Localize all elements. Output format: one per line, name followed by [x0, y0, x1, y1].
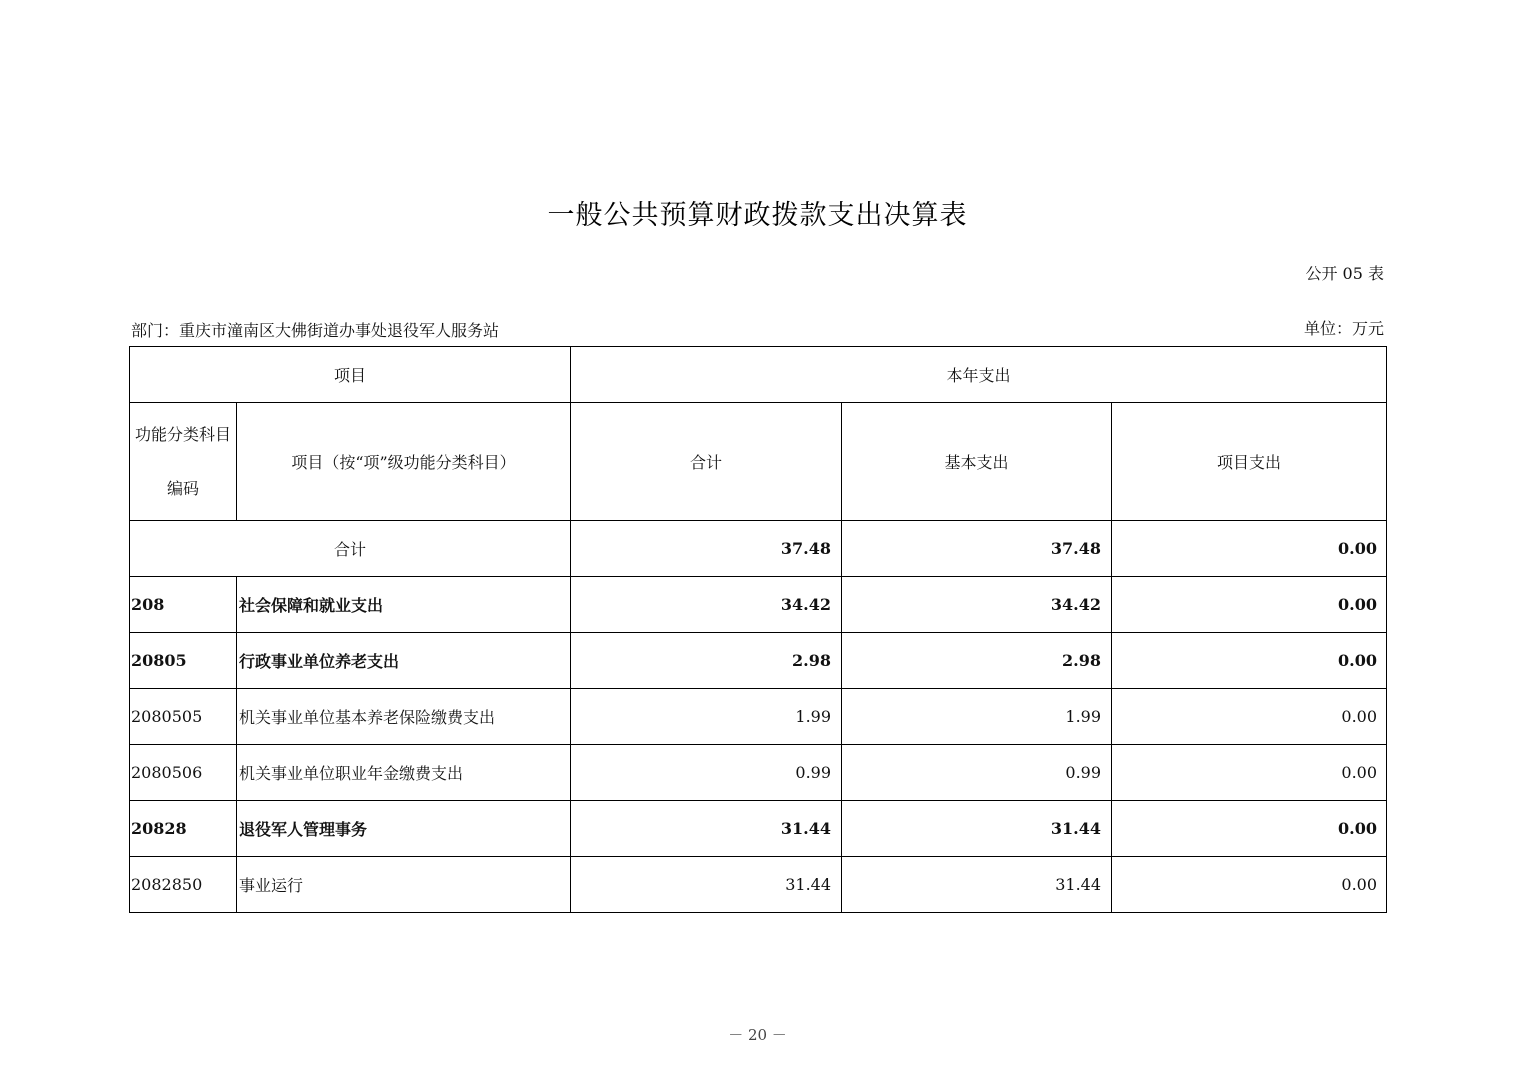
row-basic: 2.98: [842, 633, 1112, 689]
total-project: 0.00: [1112, 521, 1387, 577]
total-basic: 37.48: [842, 521, 1112, 577]
row-total: 1.99: [571, 689, 842, 745]
row-project: 0.00: [1112, 633, 1387, 689]
row-project: 0.00: [1112, 577, 1387, 633]
row-name: 社会保障和就业支出: [237, 577, 571, 633]
row-project: 0.00: [1112, 857, 1387, 913]
budget-table: [129, 346, 1387, 913]
row-total: 34.42: [571, 577, 842, 633]
unit-label: 单位：万元: [1303, 319, 1384, 338]
department-label: 部门：重庆市潼南区大佛街道办事处退役军人服务站: [131, 321, 500, 340]
table-row: [130, 633, 1387, 689]
table-row: [130, 857, 1387, 913]
row-total: 0.99: [571, 745, 842, 801]
document-title: 一般公共预算财政拨款支出决算表: [547, 200, 968, 231]
header-row-sub: [130, 403, 1387, 521]
row-name: 退役军人管理事务: [237, 801, 571, 857]
row-name: 行政事业单位养老支出: [237, 633, 571, 689]
table-row: [130, 577, 1387, 633]
row-name: 事业运行: [237, 857, 571, 913]
row-project: 0.00: [1112, 801, 1387, 857]
row-basic: 31.44: [842, 857, 1112, 913]
row-basic: 34.42: [842, 577, 1112, 633]
row-total: 31.44: [571, 801, 842, 857]
header-item: 项目: [130, 347, 571, 403]
header-basic: 基本支出: [842, 403, 1112, 521]
total-total: 37.48: [571, 521, 842, 577]
header-name: 项目（按“项”级功能分类科目）: [237, 403, 571, 521]
row-name: 机关事业单位职业年金缴费支出: [237, 745, 571, 801]
row-code: 2080505: [130, 689, 237, 745]
header-current-year-expense: 本年支出: [571, 347, 1387, 403]
row-total: 31.44: [571, 857, 842, 913]
row-project: 0.00: [1112, 689, 1387, 745]
table-row: [130, 745, 1387, 801]
row-code: 2082850: [130, 857, 237, 913]
row-code: 20828: [130, 801, 237, 857]
row-code: 2080506: [130, 745, 237, 801]
row-code: 20805: [130, 633, 237, 689]
row-basic: 1.99: [842, 689, 1112, 745]
table-row: [130, 801, 1387, 857]
page-number: － 20 －: [728, 1026, 787, 1044]
header-total: 合计: [571, 403, 842, 521]
form-code: 公开 05 表: [1305, 264, 1384, 283]
header-code: [130, 403, 237, 521]
header-code-label: 功能分类科目编码: [134, 424, 231, 498]
row-project: 0.00: [1112, 745, 1387, 801]
row-basic: 0.99: [842, 745, 1112, 801]
total-row: [130, 521, 1387, 577]
row-total: 2.98: [571, 633, 842, 689]
row-name: 机关事业单位基本养老保险缴费支出: [237, 689, 571, 745]
header-row-top: [130, 347, 1387, 403]
table-row: [130, 689, 1387, 745]
row-basic: 31.44: [842, 801, 1112, 857]
total-label: 合计: [130, 521, 571, 577]
header-project: 项目支出: [1112, 403, 1387, 521]
row-code: 208: [130, 577, 237, 633]
